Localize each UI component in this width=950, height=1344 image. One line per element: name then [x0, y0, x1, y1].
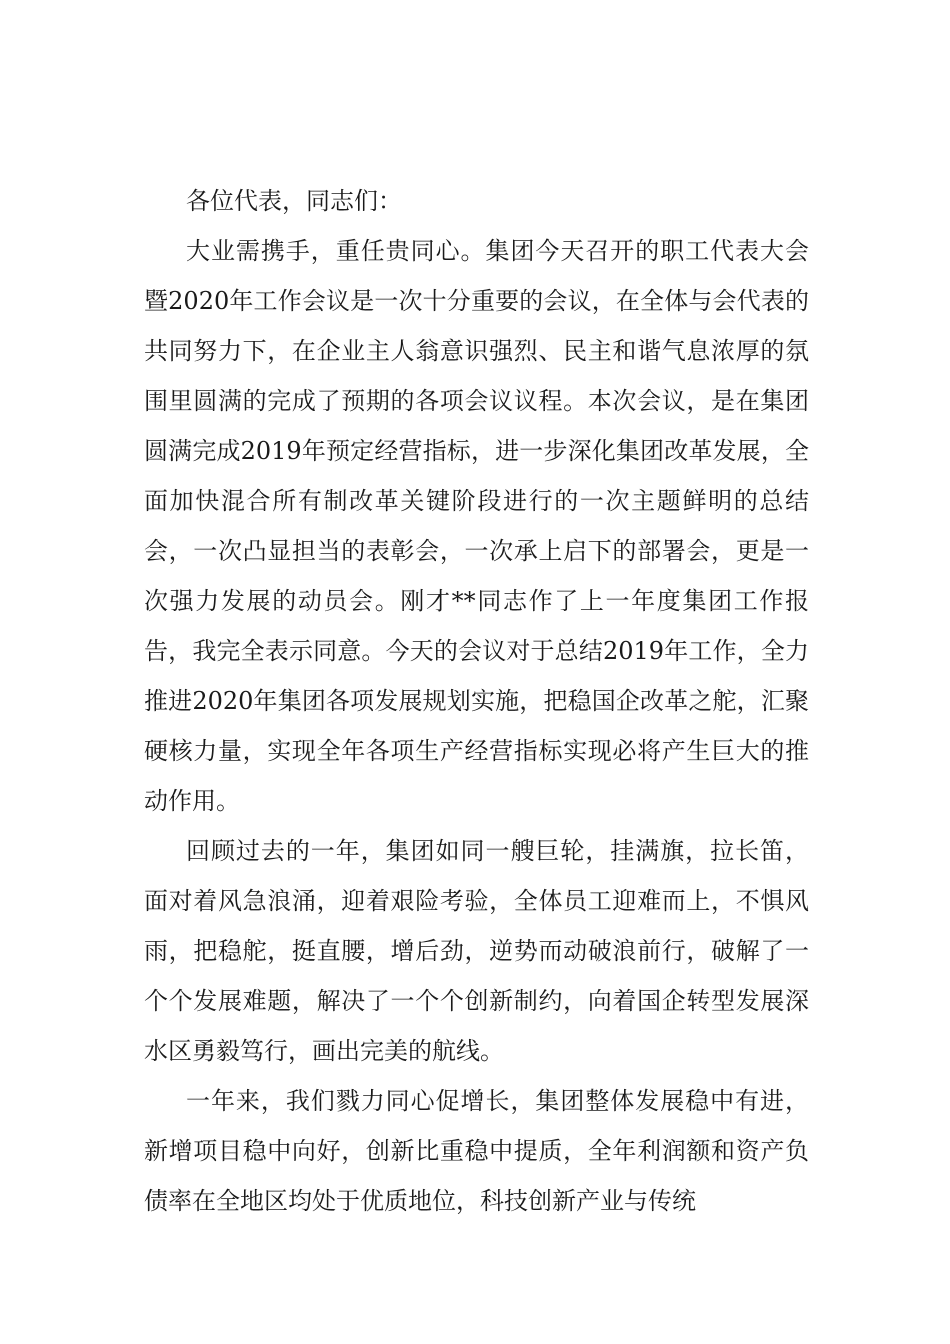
paragraph-3: 一年来，我们戮力同心促增长，集团整体发展稳中有进，新增项目稳中向好，创新比重稳中提质，全年利润额和资产负债率在全地区均处于优质地位，科技创新产业与传统 [144, 1087, 809, 1215]
salutation: 各位代表，同志们： [186, 187, 402, 215]
paragraph-1: 大业需携手，重任贵同心。集团今天召开的职工代表大会暨2020年工作会议是一次十分重要的会议，在全体与会代表的共同努力下，在企业主人翁意识强烈、民主和谐气息浓厚的氛围里圆满的完成了预期的各项会议议程。本次会议，是在集团圆满完成2019年预定经营指标，进一步深化集团改革发展，全面加快混合所有制改革关键阶段进行的一次主题鲜明的总结会，一次凸显担当的表彰会，一次承上启下的部署会，更是一次强力发展的动员会。刚才**同志作了上一年度集团工作报告，我完全表示同意。今天的会议对于总结2019年工作，全力推进2020年集团各项发展规划实施，把稳国企改革之舵，汇聚硬核力量，实现全年各项生产经营指标实现必将产生巨大的推动作用。 [144, 237, 809, 815]
paragraph-2: 回顾过去的一年，集团如同一艘巨轮，挂满旗，拉长笛，面对着风急浪涌，迎着艰险考验，全体员工迎难而上，不惧风雨，把稳舵，挺直腰，增后劲，逆势而动破浪前行，破解了一个个发展难题，解决了一个个创新制约，向着国企转型发展深水区勇毅笃行，画出完美的航线。 [144, 837, 809, 1065]
document-body [144, 176, 809, 1226]
